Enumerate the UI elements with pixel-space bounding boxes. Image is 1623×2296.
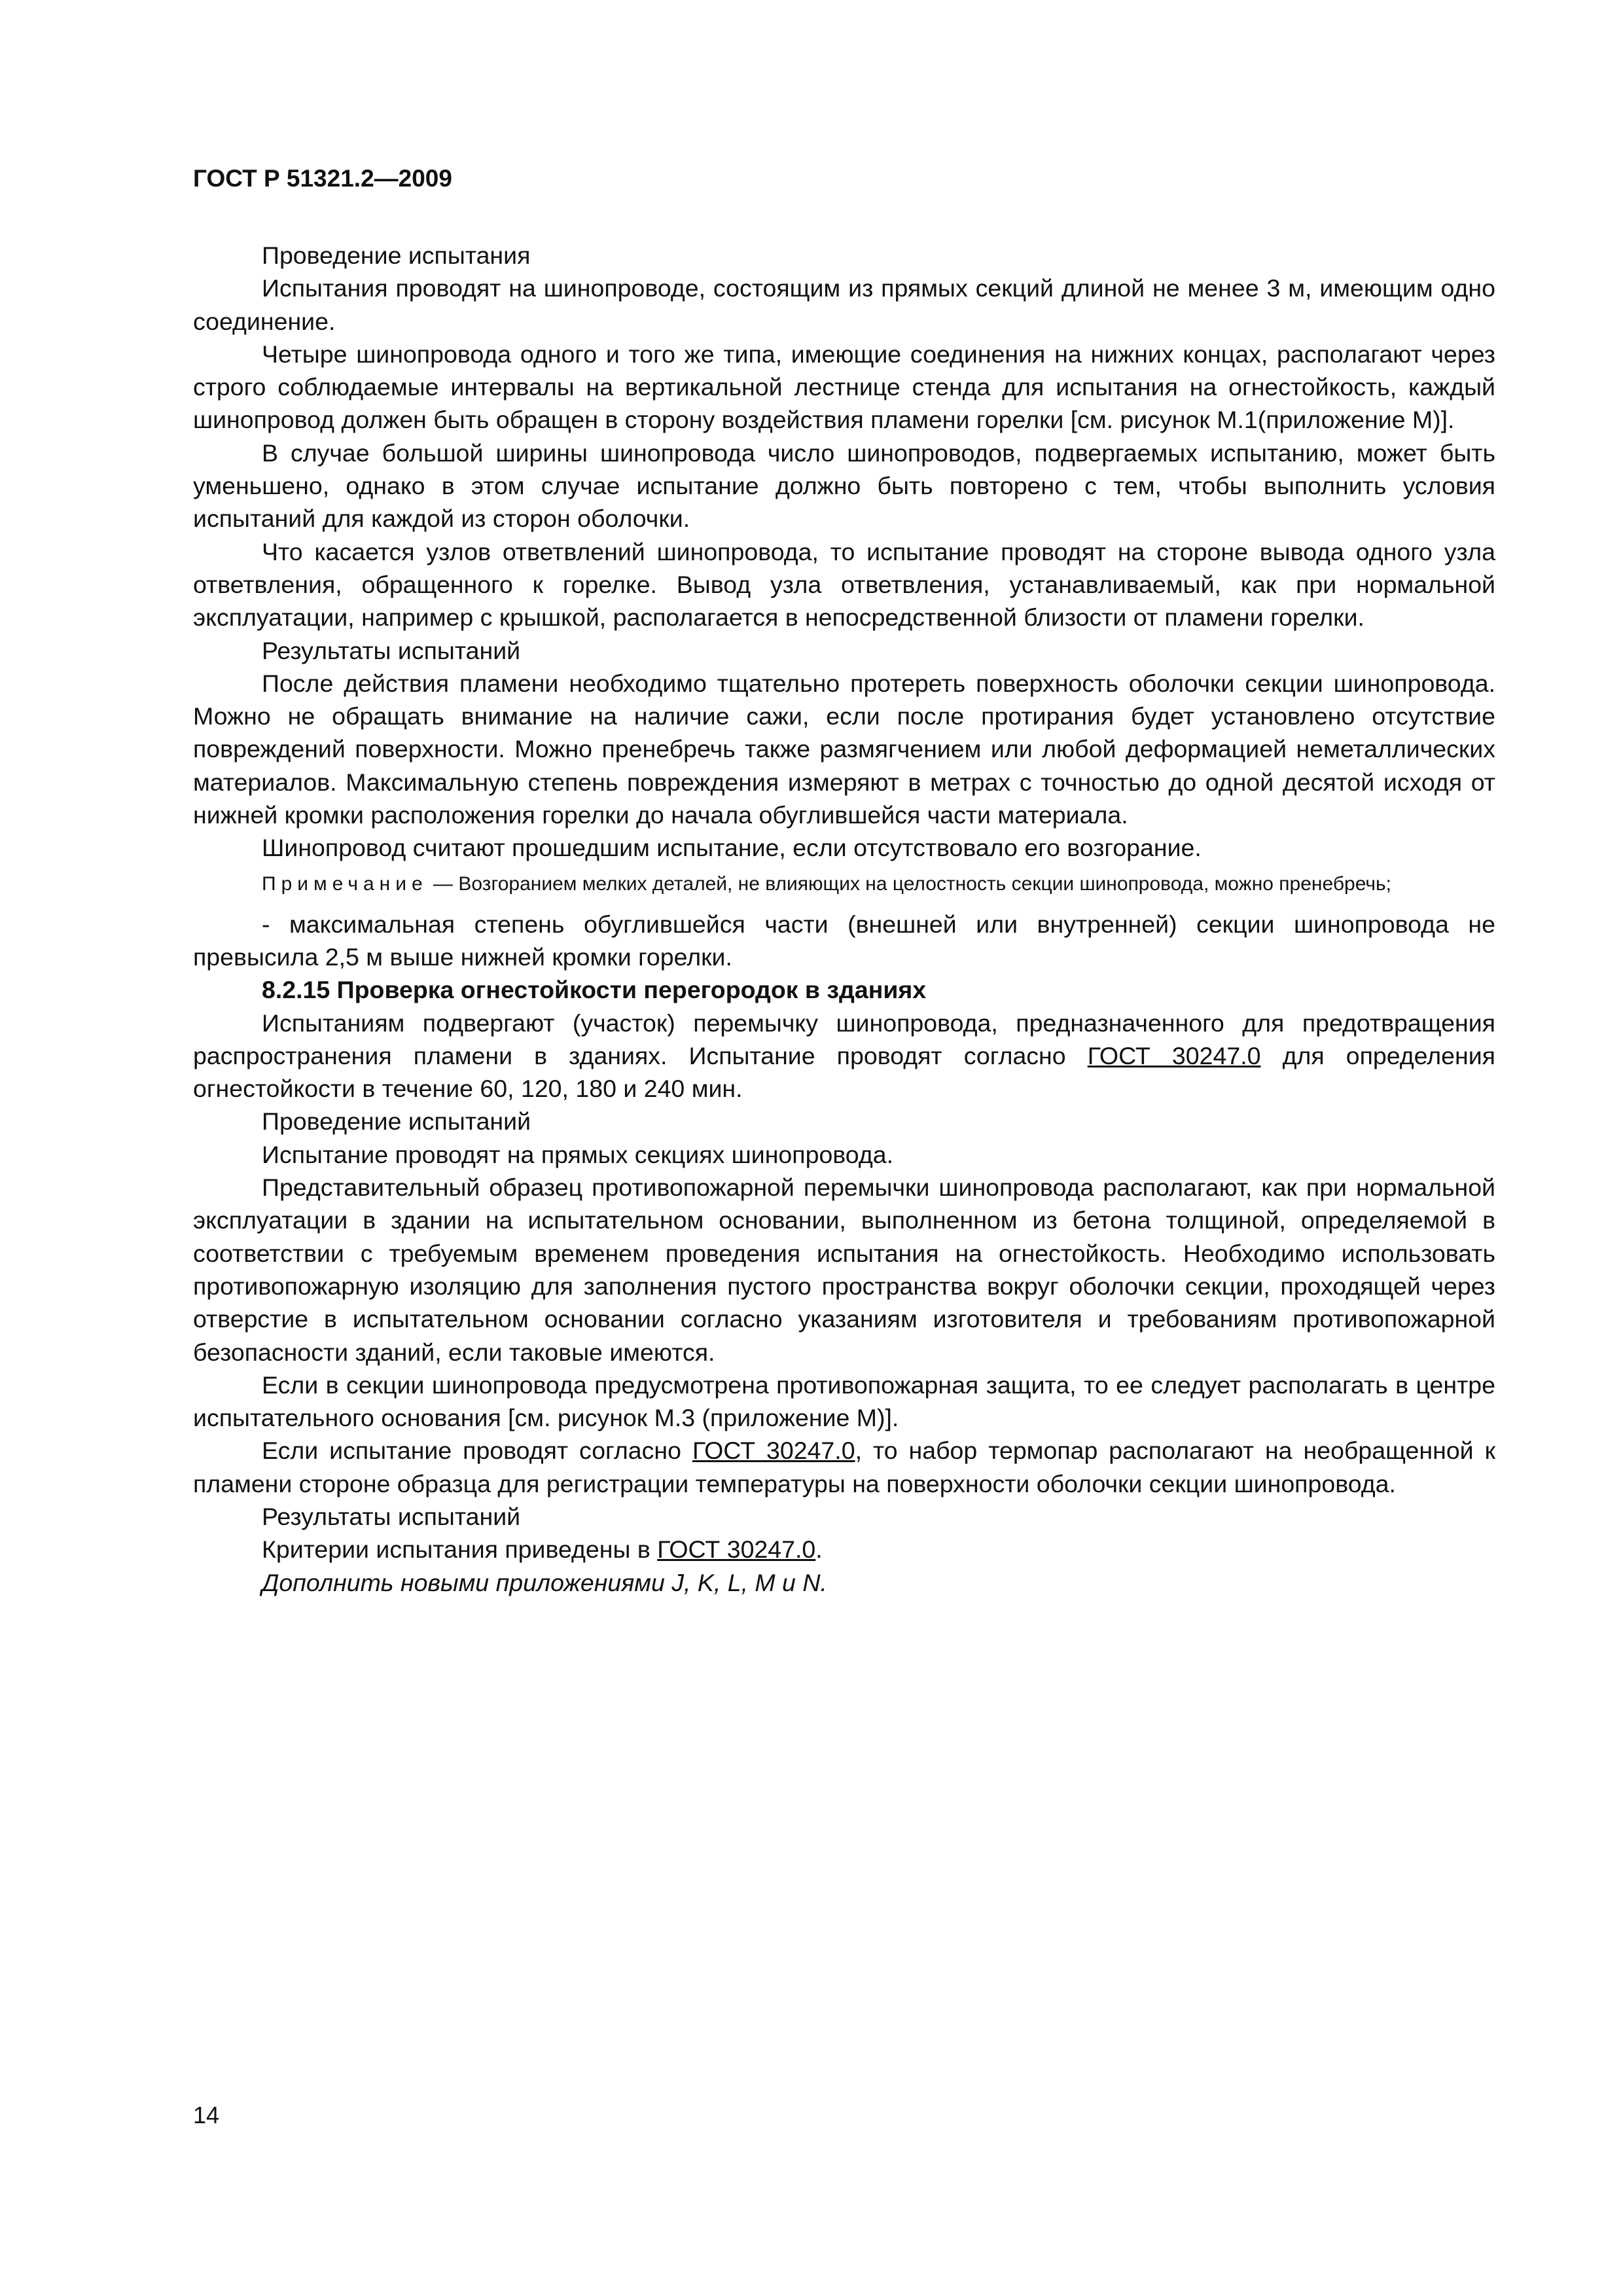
paragraph <box>193 1434 1495 1500</box>
amendment-note: Дополнить новыми приложениями J, K, L, M и N. <box>262 1568 827 1596</box>
paragraph: Шинопровод считают прошедшим испытание, если отсутствовало его возгорание. <box>262 834 1202 862</box>
note-text: — Возгоранием мелких деталей, не влияющих на целостность секции шинопровода, можно пренебречь; <box>427 872 1391 895</box>
text: Если испытание проводят согласно <box>262 1437 692 1465</box>
standard-reference-link[interactable]: ГОСТ 30247.0 <box>692 1437 855 1465</box>
paragraph: Представительный образец противопожарной перемычки шинопровода располагают, как при нормальной эксплуатации в здании на испытательном основании, выполненном из бетона толщиной, определяемой в соответствии с требуемым временем проведения испытания на огнестойкость. Необходимо использовать противопожарную изоляцию для заполнения пустого пространства вокруг оболочки секции, проходящей через отверстие в испытательном основании согласно указаниям изготовителя и требованиям противопожарной безопасности зданий, если таковые имеются. <box>193 1174 1495 1366</box>
paragraph-test-procedure-title: Проведение испытания <box>262 242 531 269</box>
paragraph: Если в секции шинопровода предусмотрена противопожарная защита, то ее следует располагать в центре испытательного основания [см. рисунок М.3 (приложение М)]. <box>193 1371 1495 1432</box>
paragraph: После действия пламени необходимо тщательно протереть поверхность оболочки секции шинопровода. Можно не обращать внимание на наличие сажи, если после протирания будет установлено отсутствие повреждений поверхности. Можно пренебречь также размягчением или любой деформацией неметаллических материалов. Максимальную степень повреждения измеряют в метрах с точностью до одной десятой исходя от нижней кромки расположения горелки до начала обуглившейся части материала. <box>193 669 1495 829</box>
paragraph: - максимальная степень обуглившейся части (внешней или внутренней) секции шинопровода не превысила 2,5 м выше нижней кромки горелки. <box>193 910 1495 971</box>
section-heading: 8.2.15 Проверка огнестойкости перегородок в зданиях <box>262 976 927 1004</box>
note-label: Примечание <box>262 872 428 895</box>
paragraph-test-results-title: Результаты испытаний <box>262 1502 521 1530</box>
paragraph-test-procedure-title: Проведение испытаний <box>262 1107 531 1136</box>
paragraph: Испытание проводят на прямых секциях шинопровода. <box>262 1140 893 1168</box>
standard-reference-link[interactable]: ГОСТ 30247.0 <box>1087 1041 1261 1069</box>
paragraph: В случае большой ширины шинопровода число шинопроводов, подвергаемых испытанию, может быть уменьшено, однако в этом случае испытание должно быть повторено с тем, чтобы выполнить условия испытаний для каждой из сторон оболочки. <box>193 439 1495 533</box>
paragraph <box>193 1533 1495 1566</box>
text: Критерии испытания приведены в <box>262 1535 658 1564</box>
paragraph <box>193 1007 1495 1105</box>
paragraph: Четыре шинопровода одного и того же типа, имеющие соединения на нижних концах, располагают через строго соблюдаемые интервалы на вертикальной лестнице стенда для испытания на огнестойкость, каждый шинопровод должен быть обращен в сторону воздействия пламени горелки [см. рисунок М.1(приложение М)]. <box>193 340 1495 434</box>
paragraph: Испытания проводят на шинопроводе, состоящим из прямых секций длиной не менее 3 м, имеющим одно соединение. <box>193 274 1495 335</box>
note <box>193 870 1495 899</box>
standard-reference-link[interactable]: ГОСТ 30247.0 <box>657 1535 816 1564</box>
text: Испытаниям подвергают (участок) перемычку шинопровода, предназначенного для предотвращения распространения пламени в зданиях. Испытание проводят согласно <box>193 1009 1495 1069</box>
document-body <box>193 239 1495 1599</box>
text: , то набор термопар располагают на необращенной к пламени стороне образца для регистрации температуры на поверхности оболочки секции шинопровода. <box>193 1437 1495 1498</box>
text: для определения огнестойкости в течение 60, 120, 180 и 240 мин. <box>193 1041 1495 1103</box>
text: . <box>815 1535 823 1564</box>
page-number: 14 <box>193 2102 220 2128</box>
paragraph-test-results-title: Результаты испытаний <box>262 636 521 664</box>
paragraph: Что касается узлов ответвлений шинопровода, то испытание проводят на стороне вывода одного узла ответвления, обращенного к горелке. Вывод узла ответвления, устанавливаемый, как при нормальной эксплуатации, например с крышкой, располагается в непосредственной близости от пламени горелки. <box>193 537 1495 632</box>
document-header: ГОСТ Р 51321.2—2009 <box>193 165 452 192</box>
